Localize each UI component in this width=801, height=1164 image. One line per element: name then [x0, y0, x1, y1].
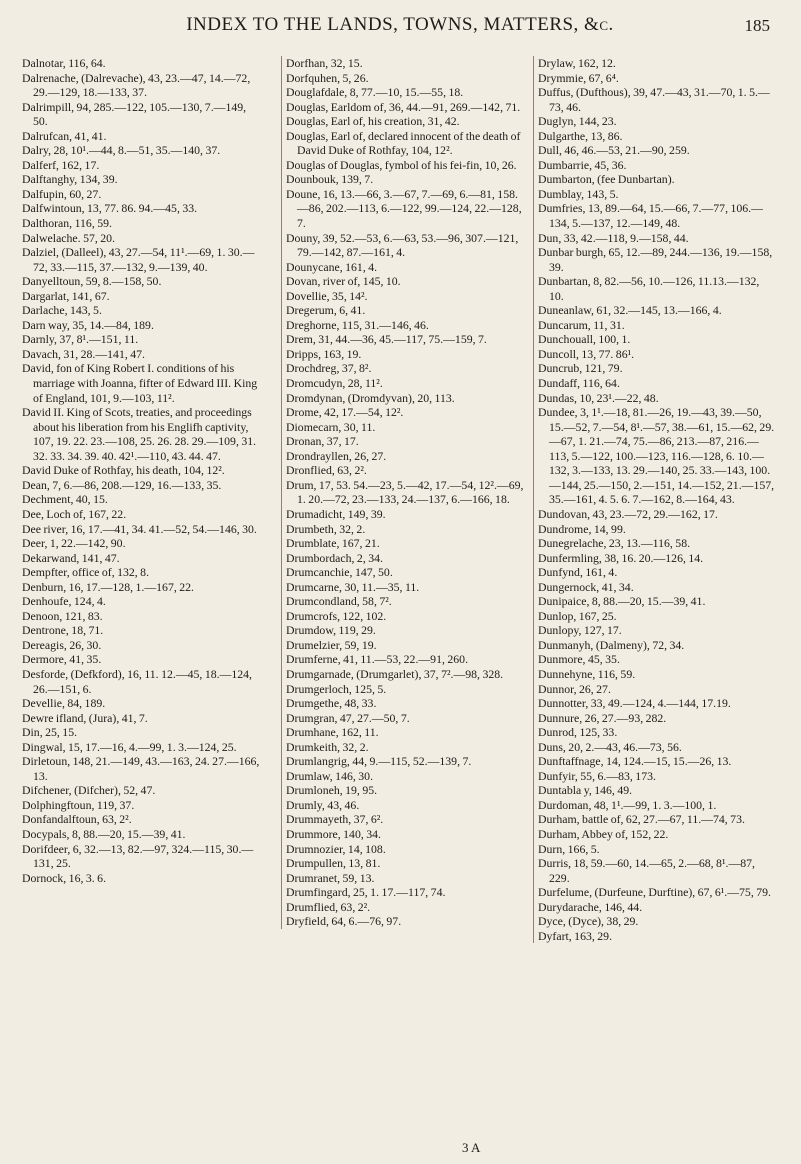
index-entry: Dirletoun, 148, 21.—149, 43.—163, 24. 27.—166, 13.: [22, 754, 260, 783]
index-entry: Drumblate, 167, 21.: [286, 536, 380, 551]
page-number: 185: [744, 16, 770, 35]
index-entry: Dunnehyne, 116, 59.: [538, 666, 636, 681]
index-entry: Drummore, 140, 34.: [286, 826, 381, 841]
index-entry: Drum, 17, 53. 54.—23, 5.—42, 17.—54, 12².—69, 1. 20.—72, 23.—133, 24.—137, 6.—166, 18.: [286, 477, 524, 507]
index-entry: Duncarum, 11, 31.: [538, 317, 625, 332]
index-entry: Drylaw, 162, 12.: [538, 56, 616, 70]
index-entry: Drumbordach, 2, 34.: [286, 550, 383, 565]
index-entry: Dyce, (Dyce), 38, 29.: [538, 914, 639, 929]
index-entry: Darn way, 35, 14.—84, 189.: [22, 317, 154, 332]
index-entry: Douglas of Douglas, fymbol of his fei-fin, 10, 26.: [286, 157, 517, 172]
index-entry: Dunfermling, 38, 16. 20.—126, 14.: [538, 550, 704, 565]
index-entry: Dewre ifland, (Jura), 41, 7.: [22, 710, 148, 725]
index-entry: Dungernock, 41, 34.: [538, 579, 634, 594]
index-entry: Drumnozier, 14, 108.: [286, 841, 386, 856]
index-entry: Dunbar burgh, 65, 12.—89, 244.—136, 19.—158, 39.: [538, 245, 773, 274]
index-entry: Dundaff, 116, 64.: [538, 376, 620, 391]
index-entry: Dalfwintoun, 13, 77. 86. 94.—45, 33.: [22, 201, 198, 216]
index-entry: Dregerum, 6, 41.: [286, 303, 366, 318]
index-entry: Dreghorne, 115, 31.—146, 46.: [286, 317, 429, 332]
index-entry: Dalry, 28, 10¹.—44, 8.—51, 35.—140, 37.: [22, 143, 221, 158]
index-entry: Dundovan, 43, 23.—72, 29.—162, 17.: [538, 506, 718, 521]
index-entry: Drumgarnade, (Drumgarlet), 37, 7².—98, 328.: [286, 666, 504, 681]
index-entry: Durydarache, 146, 44.: [538, 899, 643, 914]
index-entry: Darnly, 37, 8¹.—151, 11.: [22, 332, 139, 347]
index-entry: Dounbouk, 139, 7.: [286, 172, 374, 187]
index-entry: Drymmie, 67, 6⁴.: [538, 70, 619, 85]
index-entry: Drumfingard, 25, 1. 17.—117, 74.: [286, 885, 446, 900]
index-entry: Dunmore, 45, 35.: [538, 652, 620, 667]
index-entry: Dalfupin, 60, 27.: [22, 186, 102, 201]
index-entry: Dee river, 16, 17.—41, 34. 41.—52, 54.—146, 30.: [22, 521, 257, 536]
index-entry: Danyelltoun, 59, 8.—158, 50.: [22, 274, 162, 289]
index-entry: Drumkeith, 32, 2.: [286, 739, 369, 754]
index-entry: Douglafdale, 8, 77.—10, 15.—55, 18.: [286, 85, 464, 100]
index-entry: Denoon, 121, 83.: [22, 608, 103, 623]
index-entry: Dun, 33, 42.—118, 9.—158, 44.: [538, 230, 689, 245]
index-entry: Douny, 39, 52.—53, 6.—63, 53.—96, 307.—121, 79.—142, 87.—161, 4.: [286, 230, 519, 260]
running-title: INDEX TO THE LANDS, TOWNS, MATTERS, &c.: [186, 14, 614, 35]
index-entry: Dovan, river of, 145, 10.: [286, 274, 401, 289]
index-entry: Dunftaffnage, 14, 124.—15, 15.—26, 13.: [538, 754, 732, 769]
index-entry: Dovellie, 35, 14².: [286, 288, 368, 303]
index-entry: Dundrome, 14, 99.: [538, 521, 626, 536]
index-entry: Dunlopy, 127, 17.: [538, 623, 622, 638]
index-entry: Douglas, Earldom of, 36, 44.—91, 269.—142, 71.: [286, 99, 521, 114]
signature-mark: 3 A: [462, 1140, 481, 1155]
index-entry: Drumlangrig, 44, 9.—115, 52.—139, 7.: [286, 754, 472, 769]
index-entry: Drome, 42, 17.—54, 12².: [286, 405, 404, 420]
index-entry: Dean, 7, 6.—86, 208.—129, 16.—133, 35.: [22, 477, 222, 492]
index-entry: Dunnotter, 33, 49.—124, 4.—144, 17.19.: [538, 696, 731, 711]
index-entry: Dumbarton, (fee Dunbartan).: [538, 172, 675, 187]
index-entry: Doune, 16, 13.—66, 3.—67, 7.—69, 6.—81, 158.—86, 202.—113, 6.—122, 99.—124, 22.—128, 7.: [286, 186, 522, 231]
index-entry: Duntabla y, 146, 49.: [538, 783, 633, 798]
index-entry: Desforde, (Defkford), 16, 11. 12.—45, 18.—124, 26.—151, 6.: [22, 666, 253, 696]
index-entry: Denhoufe, 124, 4.: [22, 594, 106, 609]
index-entry: Drumferne, 41, 11.—53, 22.—91, 260.: [286, 652, 469, 667]
index-entry: Dorfhan, 32, 15.: [286, 56, 363, 70]
index-entry: Duneanlaw, 61, 32.—145, 13.—166, 4.: [538, 303, 722, 318]
index-entry: Docypals, 8, 88.—20, 15.—39, 41.: [22, 826, 186, 841]
index-entry: Duncrub, 121, 79.: [538, 361, 623, 376]
index-entry: Difchener, (Difcher), 52, 47.: [22, 783, 156, 798]
index-entry: Drumhane, 162, 11.: [286, 725, 379, 740]
index-entry: Dermore, 41, 35.: [22, 652, 102, 667]
index-entry: Drumbeth, 32, 2.: [286, 521, 366, 536]
index-entry: Dolphingftoun, 119, 37.: [22, 797, 135, 812]
index-entry: Dunegrelache, 23, 13.—116, 58.: [538, 536, 691, 551]
index-entry: Drummayeth, 37, 6².: [286, 812, 384, 827]
index-entry: Drumcanchie, 147, 50.: [286, 565, 393, 580]
index-column-left: [22, 56, 260, 885]
index-entry: Dumfries, 13, 89.—64, 15.—66, 7.—77, 106.—134, 5.—137, 12.—149, 48.: [538, 201, 763, 231]
index-entry: David II. King of Scots, treaties, and proceedings about his liberation from his Englifh captivity, 107, 19. 22. 23.—108, 25. 26. 28. 29.—109, 31. 32. 33. 34. 39. 40. 42¹.—110, 43. 44. 47.: [22, 405, 257, 463]
index-entry: Dromdynan, (Dromdyvan), 20, 113.: [286, 390, 455, 405]
index-entry: Dunchouall, 100, 1.: [538, 332, 631, 347]
index-entry: Drumcarne, 30, 11.—35, 11.: [286, 579, 420, 594]
index-entry: Dunnor, 26, 27.: [538, 681, 611, 696]
index-entry: Dull, 46, 46.—53, 21.—90, 259.: [538, 143, 690, 158]
index-entry: Drumgethe, 48, 33.: [286, 696, 377, 711]
index-entry: Durn, 166, 5.: [538, 841, 600, 856]
index-entry: Diomecarn, 30, 11.: [286, 419, 376, 434]
index-entry: Dunmanyh, (Dalmeny), 72, 34.: [538, 637, 685, 652]
index-entry: Donfandalftoun, 63, 2².: [22, 812, 132, 827]
index-entry: Drumlaw, 146, 30.: [286, 768, 374, 783]
index-entry: Dee, Loch of, 167, 22.: [22, 506, 127, 521]
index-entry: Drumly, 43, 46.: [286, 797, 360, 812]
index-entry: Dyfart, 163, 29.: [538, 928, 613, 943]
index-entry: Dorfquhen, 5, 26.: [286, 70, 369, 85]
index-entry: Drumflied, 63, 2².: [286, 899, 371, 914]
index-entry: Dalrimpill, 94, 285.—122, 105.—130, 7.—149, 50.: [22, 99, 247, 129]
index-entry: Dunipaice, 8, 88.—20, 15.—39, 41.: [538, 594, 706, 609]
index-entry: Durham, Abbey of, 152, 22.: [538, 826, 669, 841]
index-entry: Durham, battle of, 62, 27.—67, 11.—74, 73.: [538, 812, 745, 827]
index-entry: Drumgerloch, 125, 5.: [286, 681, 387, 696]
index-entry: Davach, 31, 28.—141, 47.: [22, 346, 146, 361]
index-entry: Dornock, 16, 3. 6.: [22, 870, 107, 885]
index-entry: Dingwal, 15, 17.—16, 4.—99, 1. 3.—124, 25.: [22, 739, 237, 754]
index-entry: Dentrone, 18, 71.: [22, 623, 104, 638]
index-entry: Dryfield, 64, 6.—76, 97.: [286, 914, 402, 929]
index-entry: Drumpullen, 13, 81.: [286, 856, 381, 871]
index-entry: Deer, 1, 22.—142, 90.: [22, 536, 126, 551]
index-entry: Dorifdeer, 6, 32.—13, 82.—97, 324.—115, 30.—131, 25.: [22, 841, 254, 871]
index-entry: Drumgran, 47, 27.—50, 7.: [286, 710, 410, 725]
index-entry: Dereagis, 26, 30.: [22, 637, 102, 652]
index-entry: Dunrod, 125, 33.: [538, 725, 618, 740]
index-entry: Dulgarthe, 13, 86.: [538, 128, 623, 143]
index-entry: Drumadicht, 149, 39.: [286, 506, 386, 521]
index-entry: Dalrenache, (Dalrevache), 43, 23.—47, 14.—72, 29.—129, 18.—133, 37.: [22, 70, 251, 100]
index-column-middle: [281, 56, 524, 929]
index-entry: Dalferf, 162, 17.: [22, 157, 100, 172]
index-entry: Dekarwand, 141, 47.: [22, 550, 120, 565]
index-entry: Dumblay, 143, 5.: [538, 186, 619, 201]
index-entry: Drumloneh, 19, 95.: [286, 783, 378, 798]
index-entry: Douglas, Earl of, his creation, 31, 42.: [286, 114, 460, 129]
index-entry: Drumcrofs, 122, 102.: [286, 608, 387, 623]
index-entry: Durdoman, 48, 1¹.—99, 1. 3.—100, 1.: [538, 797, 717, 812]
index-entry: Darlache, 143, 5.: [22, 303, 102, 318]
index-entry: Duns, 20, 2.—43, 46.—73, 56.: [538, 739, 682, 754]
index-entry: Dundas, 10, 23¹.—22, 48.: [538, 390, 659, 405]
index-entry: Duffus, (Dufthous), 39, 47.—43, 31.—70, 1. 5.—73, 46.: [538, 85, 770, 114]
index-entry: Durfelume, (Durfeune, Durftine), 67, 6¹.—75, 79.: [538, 885, 771, 900]
index-entry: Drem, 31, 44.—36, 45.—117, 75.—159, 7.: [286, 332, 487, 347]
index-entry: Dundee, 3, 1¹.—18, 81.—26, 19.—43, 39.—50, 15.—52, 7.—54, 8¹.—57, 38.—61, 15.—62, 29.—67, 1. 21.—74, 75.—86, 213.—87, 216.—113, 5.—122, 100.—123, 116.—128, 6. 10.—132, 3.—133, 13. 29.—140, 25. 33.—143, 100.—144, 25.—150, 2.—151, 14.—152, 21.—157, 35.—161, 4. 5. 6. 7.—162, 8.—164, 43.: [538, 405, 775, 507]
index-entry: Durris, 18, 59.—60, 14.—65, 2.—68, 8¹.—87, 229.: [538, 856, 755, 885]
index-entry: Dalziel, (Dalleel), 43, 27.—54, 11¹.—69, 1. 30.—72, 33.—115, 37.—132, 9.—139, 40.: [22, 245, 255, 274]
index-entry: Drumdow, 119, 29.: [286, 623, 376, 638]
index-entry: David Duke of Rothfay, his death, 104, 12².: [22, 463, 225, 478]
index-entry: Duncoll, 13, 77. 86¹.: [538, 346, 635, 361]
index-entry: Dronan, 37, 17.: [286, 434, 359, 449]
index-entry: Drumcondland, 58, 7².: [286, 594, 392, 609]
index-entry: Dunfynd, 161, 4.: [538, 565, 618, 580]
index-entry: Dalnotar, 116, 64.: [22, 56, 106, 70]
index-entry: Dempfter, office of, 132, 8.: [22, 565, 150, 580]
index-entry: Dunfyir, 55, 6.—83, 173.: [538, 768, 656, 783]
index-entry: Drondrayllen, 26, 27.: [286, 448, 387, 463]
index-entry: Dargarlat, 141, 67.: [22, 288, 110, 303]
index-entry: Din, 25, 15.: [22, 725, 78, 740]
index-entry: Devellie, 84, 189.: [22, 696, 106, 711]
index-entry: Douglas, Earl of, declared innocent of the death of David Duke of Rothfay, 104, 12².: [286, 128, 521, 158]
index-entry: Dronflied, 63, 2².: [286, 463, 367, 478]
index-entry: Drumelzier, 59, 19.: [286, 637, 377, 652]
index-entry: Dechment, 40, 15.: [22, 492, 108, 507]
index-entry: Dumbarrie, 45, 36.: [538, 157, 627, 172]
index-entry: Dromcudyn, 28, 11².: [286, 376, 383, 391]
index-entry: Dripps, 163, 19.: [286, 346, 362, 361]
index-entry: Duglyn, 144, 23.: [538, 114, 617, 129]
index-entry: Dalrufcan, 41, 41.: [22, 128, 107, 143]
index-entry: Dalwelache. 57, 20.: [22, 230, 116, 245]
index-entry: Dalftanghy, 134, 39.: [22, 172, 118, 187]
index-column-right: [533, 56, 776, 943]
index-entry: Denburn, 16, 17.—128, 1.—167, 22.: [22, 579, 194, 594]
index-entry: Dunnure, 26, 27.—93, 282.: [538, 710, 667, 725]
index-entry: Dounycane, 161, 4.: [286, 259, 378, 274]
index-entry: Drumranet, 59, 13.: [286, 870, 375, 885]
index-entry: Drochdreg, 37, 8².: [286, 361, 372, 376]
page-header: [70, 14, 770, 44]
index-entry: Dunlop, 167, 25.: [538, 608, 617, 623]
index-entry: David, fon of King Robert I. conditions of his marriage with Joanna, fifter of Edward III. King of England, 101, 9.—103, 11².: [22, 361, 258, 405]
index-entry: Dunbartan, 8, 82.—56, 10.—126, 11.13.—132, 10.: [538, 274, 760, 303]
index-entry: Dalthoran, 116, 59.: [22, 216, 112, 231]
